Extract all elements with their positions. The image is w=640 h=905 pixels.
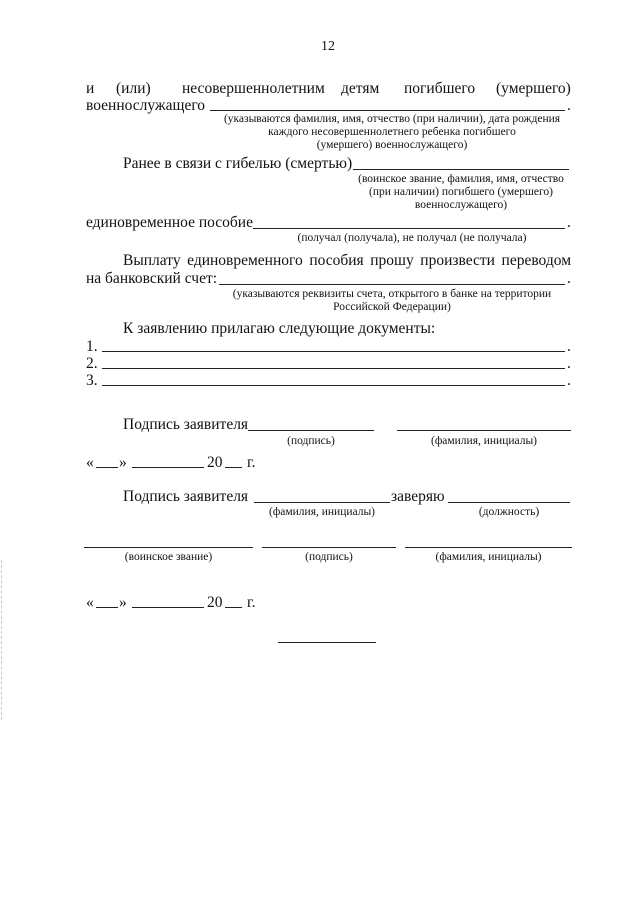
date1-year-prefix: 20 [207, 454, 223, 471]
para1-hint-3: (умершего) военнослужащего) [316, 139, 468, 151]
para2-hint-3: военнослужащего) [414, 199, 508, 211]
children-info-field[interactable] [210, 110, 565, 111]
doc-item-3-field[interactable] [102, 385, 565, 386]
sign3-hint-signature: (подпись) [305, 551, 353, 563]
sign2-verify: заверяю [391, 488, 445, 505]
sign2-label: Подпись заявителя [123, 488, 249, 505]
date2-day-field[interactable] [96, 607, 118, 608]
sign2-hint-name: (фамилия, инициалы) [268, 506, 376, 518]
doc-item-1-end-dot: . [567, 338, 571, 355]
documents-heading: К заявлению прилагаю следующие документы: [123, 320, 436, 337]
sign2-position-field[interactable] [448, 502, 570, 503]
date2-year-prefix: 20 [207, 594, 223, 611]
para1-word-2: (или) [116, 80, 151, 97]
sign3-hint-rank: (воинское звание) [124, 551, 213, 563]
sign1-hint-name: (фамилия, инициалы) [430, 435, 538, 447]
para1-word-3: несовершеннолетним [182, 80, 325, 97]
sign3-rank-field[interactable] [84, 547, 253, 548]
sign3-hint-name: (фамилия, инициалы) [435, 551, 542, 563]
para1-word-4: детям [341, 80, 380, 97]
date1-day-field[interactable] [96, 467, 118, 468]
date1-month-field[interactable] [132, 467, 204, 468]
date1-open-quote: « [86, 454, 94, 471]
date2-year-suffix: г. [247, 594, 256, 611]
doc-item-1-field[interactable] [102, 351, 565, 352]
serviceman-info-field[interactable] [353, 169, 569, 170]
para2-hint-1: (воинское звание, фамилия, имя, отчество [358, 173, 564, 185]
closing-separator [278, 642, 376, 643]
para4-line1: Выплату единовременного пособия прошу произвести переводом [123, 252, 571, 269]
doc-item-3-end-dot: . [567, 372, 571, 389]
para3-end-dot: . [567, 214, 571, 231]
para3-hint: (получал (получала), не получал (не получала) [297, 232, 527, 244]
sign2-name-field[interactable] [254, 502, 390, 503]
para1-hint-1: (указываются фамилия, имя, отчество (при наличии), дата рождения [223, 113, 561, 125]
para4-end-dot: . [567, 270, 571, 287]
sign3-name-field[interactable] [405, 547, 572, 548]
para3-label: единовременное пособие [86, 214, 253, 231]
date1-year-field[interactable] [225, 467, 242, 468]
para4-line2-label: на банковский счет: [86, 270, 218, 287]
para1-word-6: (умершего) [496, 80, 571, 97]
bank-account-field[interactable] [219, 284, 565, 285]
doc-item-2-field[interactable] [102, 368, 565, 369]
scan-edge-mark [1, 560, 2, 720]
doc-item-2-number: 2. [86, 355, 98, 372]
date2-year-field[interactable] [225, 607, 242, 608]
sign1-name-field[interactable] [397, 430, 571, 431]
sign1-hint-signature: (подпись) [287, 435, 335, 447]
sign1-label: Подпись заявителя [123, 416, 249, 433]
date2-open-quote: « [86, 594, 94, 611]
sign3-signature-field[interactable] [262, 547, 396, 548]
allowance-received-field[interactable] [253, 228, 565, 229]
date2-month-field[interactable] [132, 607, 204, 608]
date1-year-suffix: г. [247, 454, 256, 471]
para4-hint-2: Российской Федерации) [333, 301, 451, 313]
doc-item-2-end-dot: . [567, 355, 571, 372]
para1-word-5: погибшего [404, 80, 476, 97]
para1-word-1: и [86, 80, 95, 97]
para2-label: Ранее в связи с гибелью (смертью) [123, 155, 353, 172]
para4-hint-1: (указываются реквизиты счета, открытого в банке на территории [232, 288, 552, 300]
doc-item-1-number: 1. [86, 338, 98, 355]
date2-close-quote: » [119, 594, 127, 611]
date1-close-quote: » [119, 454, 127, 471]
para1-end-dot: . [567, 97, 571, 114]
doc-item-3-number: 3. [86, 372, 98, 389]
para2-hint-2: (при наличии) погибшего (умершего) [369, 186, 553, 198]
para1-hint-2: каждого несовершеннолетнего ребенка погибшего [268, 126, 516, 138]
sign2-hint-position: (должность) [478, 506, 540, 518]
page-number: 12 [321, 39, 335, 54]
sign1-signature-field[interactable] [248, 430, 374, 431]
para1-line2-label: военнослужащего [86, 97, 206, 114]
